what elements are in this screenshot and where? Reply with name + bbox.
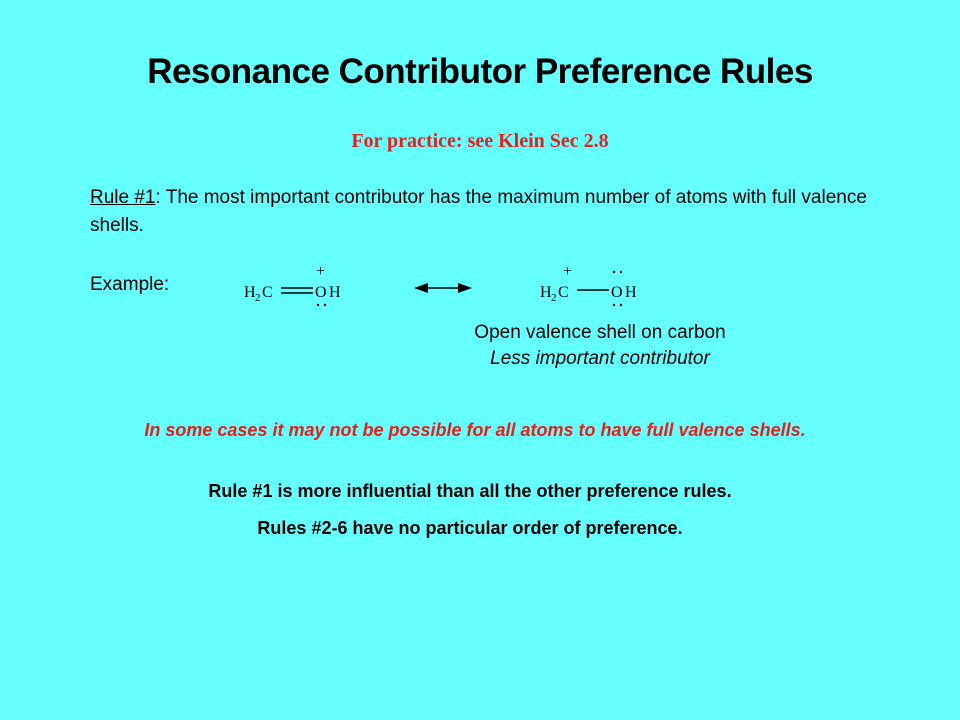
rule1-text: : The most important contributor has the maximum number of atoms with full valence shells. bbox=[90, 187, 867, 236]
right-o-text: O bbox=[611, 284, 623, 301]
caption-line1: Open valence shell on carbon bbox=[474, 322, 726, 343]
left-structure bbox=[244, 263, 341, 306]
right-lone-pair-dot bbox=[620, 271, 622, 273]
right-lone-pair-dot bbox=[613, 304, 615, 306]
example-label: Example: bbox=[90, 274, 170, 295]
right-h-text: H bbox=[540, 284, 552, 301]
right-subscript: 2 bbox=[551, 292, 557, 304]
left-lone-pair-dot bbox=[317, 304, 319, 306]
left-subscript: 2 bbox=[255, 292, 261, 304]
right-c-text: C bbox=[558, 284, 569, 301]
contributor-caption bbox=[420, 320, 780, 372]
left-lone-pair-dot bbox=[324, 304, 326, 306]
left-o-text: O bbox=[315, 284, 327, 301]
left-plus-charge: + bbox=[316, 263, 326, 280]
right-plus-charge: + bbox=[563, 263, 573, 280]
rule1-label: Rule #1 bbox=[90, 187, 156, 208]
left-oh-h-text: H bbox=[329, 284, 341, 301]
left-c-text: C bbox=[262, 284, 273, 301]
page-title: Resonance Contributor Preference Rules bbox=[147, 52, 813, 91]
right-lone-pair-dot bbox=[613, 271, 615, 273]
right-structure bbox=[540, 263, 637, 306]
order-note: Rules #2-6 have no particular order of preference. bbox=[257, 518, 683, 538]
right-oh-h-text: H bbox=[625, 284, 637, 301]
influence-note: Rule #1 is more influential than all the other preference rules. bbox=[208, 481, 732, 501]
caption-line2: Less important contributor bbox=[490, 348, 710, 369]
left-h-text: H bbox=[244, 284, 256, 301]
resonance-arrow bbox=[414, 283, 472, 293]
right-lone-pair-dot bbox=[620, 304, 622, 306]
practice-reference: For practice: see Klein Sec 2.8 bbox=[351, 130, 609, 152]
cases-note: In some cases it may not be possible for all atoms to have full valence shells. bbox=[144, 420, 806, 440]
